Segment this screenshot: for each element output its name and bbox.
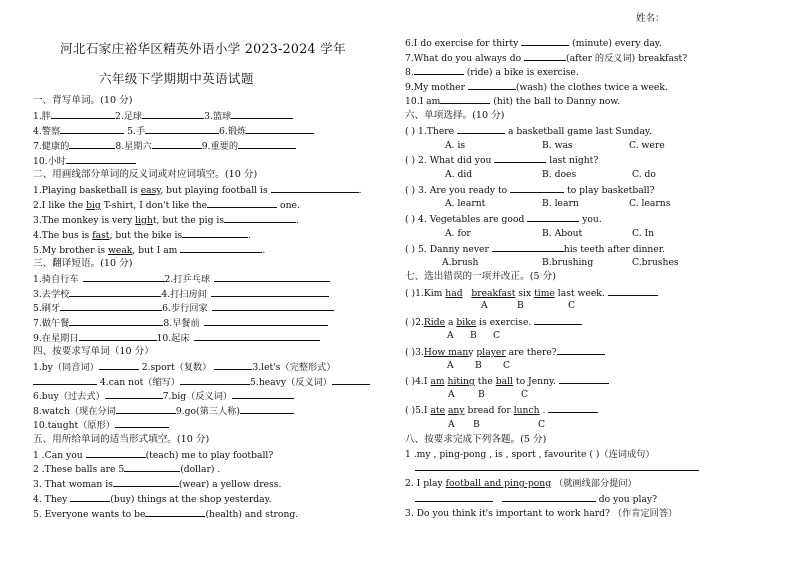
- s7-q4-label-c: C: [521, 389, 529, 400]
- answer-blank[interactable]: [440, 94, 490, 104]
- answer-blank[interactable]: [414, 65, 464, 75]
- s8-q3: 3. Do you think it's important to work hard? （作肯定回答）: [405, 508, 678, 519]
- s2-q1: 1.Playing basketball is easy, but playing football is .: [33, 185, 362, 196]
- answer-blank[interactable]: [69, 287, 161, 297]
- answer-blank[interactable]: [124, 462, 180, 472]
- s7-q4-label-b: B: [478, 389, 485, 400]
- answer-blank[interactable]: [214, 360, 252, 370]
- section-8-title: 八、按要求完成下列各题。(5 分): [405, 434, 547, 445]
- answer-blank[interactable]: [214, 272, 330, 282]
- answer-line[interactable]: [415, 470, 699, 471]
- answer-blank[interactable]: [559, 374, 609, 384]
- answer-blank[interactable]: [232, 389, 294, 399]
- s1-row-1: 1.胖 2.足球 3.篮球: [33, 109, 293, 123]
- s6-q4-stem: ( ) 4. Vegetables are good you.: [405, 214, 602, 225]
- s8-q2-answer: do you play?: [415, 492, 657, 506]
- s6-q4-option-a[interactable]: A. for: [445, 228, 471, 239]
- answer-blank[interactable]: [66, 154, 136, 164]
- answer-blank[interactable]: [152, 139, 202, 149]
- s3-row-5: 9.在星期日 10.起床: [33, 331, 320, 345]
- answer-blank[interactable]: [51, 109, 115, 119]
- answer-blank[interactable]: [238, 139, 296, 149]
- answer-blank[interactable]: [69, 316, 163, 326]
- exam-title-line2: 六年级下学期期中英语试题: [99, 71, 254, 86]
- s5-q9: 9.My mother (wash) the clothes twice a week.: [405, 82, 668, 93]
- answer-blank[interactable]: [116, 404, 176, 414]
- answer-blank[interactable]: [521, 36, 569, 46]
- s4-row-3: 6.buy（过去式） 7.big（反义词）: [33, 389, 294, 403]
- answer-blank[interactable]: [204, 316, 328, 326]
- s7-q1-label-b: B: [517, 300, 524, 311]
- answer-blank[interactable]: [212, 301, 334, 311]
- s3-row-1: 1.骑自行车 2.打乒乓球: [33, 272, 330, 286]
- s4-row-4: 8.watch（现在分词 9.go(第三人称): [33, 404, 294, 418]
- answer-blank[interactable]: [502, 492, 596, 502]
- s1-row-3: 7.健康的 8.星期六 9.重要的: [33, 139, 296, 153]
- s6-q5-option-a[interactable]: A.brush: [442, 257, 479, 268]
- s7-q1: ( )1.Kim had breakfast six time last week.: [405, 286, 658, 300]
- s6-q4-option-b[interactable]: B. About: [542, 228, 583, 239]
- s7-q5-label-a: A: [448, 419, 455, 430]
- answer-blank[interactable]: [60, 124, 124, 134]
- exam-title-line1: 河北石家庄裕华区精英外语小学 2023-2024 学年: [60, 41, 346, 56]
- answer-blank[interactable]: [60, 301, 162, 311]
- answer-blank[interactable]: [494, 153, 546, 163]
- s2-q5: 5.My brother is weak, but I am .: [33, 245, 266, 256]
- s5-q7: 7.What do you always do (after 的反义词) breakfast?: [405, 53, 688, 64]
- section-6-title: 六、单项选择。(10 分): [405, 110, 505, 121]
- s7-q4: ( )4.I am hiting the ball to Jenny.: [405, 374, 609, 388]
- s1-row-2: 4.警察 5.手 6.锻炼: [33, 124, 314, 138]
- s5-q4: 4. They (buy) things at the shop yesterday.: [33, 494, 272, 505]
- s1-row-4: 10.小时: [33, 154, 136, 168]
- s6-q1-option-b[interactable]: B. was: [542, 140, 573, 151]
- s6-q2-option-c[interactable]: C. do: [632, 169, 656, 180]
- answer-blank[interactable]: [182, 228, 248, 238]
- s5-q10: 10.I am (hit) the ball to Danny now.: [405, 96, 621, 107]
- s6-q2-stem: ( ) 2. What did you last night?: [405, 155, 599, 166]
- s4-row-2: 4.can not（缩写） 5.heavy（反义词）: [33, 375, 370, 389]
- answer-blank[interactable]: [557, 345, 605, 355]
- answer-blank[interactable]: [211, 287, 329, 297]
- s6-q5-option-c[interactable]: C.brushes: [632, 257, 679, 268]
- answer-blank[interactable]: [69, 139, 115, 149]
- s7-q2-label-a: A: [447, 330, 454, 341]
- answer-blank[interactable]: [113, 477, 179, 487]
- section-2-title: 二、用画线部分单词的反义词或对应词填空。(10 分): [33, 169, 258, 180]
- s6-q5-stem: ( ) 5. Danny never his teeth after dinner.: [405, 244, 666, 255]
- s3-row-2: 3.去学校 4.打扫房间: [33, 287, 329, 301]
- answer-blank[interactable]: [271, 183, 359, 193]
- answer-blank[interactable]: [207, 198, 277, 208]
- s5-q3: 3. That woman is (wear) a yellow dress.: [33, 479, 282, 490]
- answer-blank[interactable]: [194, 331, 320, 341]
- s6-q1-stem: ( ) 1.There a basketball game last Sunday.: [405, 126, 652, 137]
- s8-q1: 1 .my , ping-pong , is , sport , favourite ( )（连词成句）: [405, 449, 655, 460]
- answer-blank[interactable]: [180, 243, 262, 253]
- answer-blank[interactable]: [145, 124, 219, 134]
- s4-row-1: 1.by（同音词） 2.sport（复数） 3.let's（完整形式）: [33, 362, 336, 373]
- s2-q4: 4.The bus is fast, but the bike is .: [33, 230, 252, 241]
- answer-blank[interactable]: [240, 404, 294, 414]
- section-5-title: 五、用所给单词的适当形式填空。(10 分): [33, 434, 210, 445]
- s7-q3-label-b: B: [475, 360, 482, 371]
- s7-q2-label-b: B: [470, 330, 477, 341]
- s7-q2: ( )2.Ride a bike is exercise.: [405, 315, 582, 329]
- s6-q1-option-c[interactable]: C. were: [629, 140, 665, 151]
- s2-q3: 3.The monkey is very light, but the pig is .: [33, 215, 299, 226]
- s7-q5-label-b: B: [473, 419, 480, 430]
- name-label: 姓名：: [636, 13, 665, 24]
- s6-q5-option-b[interactable]: B.brushing: [542, 257, 594, 268]
- s7-q1-label-a: A: [481, 300, 488, 311]
- answer-blank[interactable]: [415, 492, 493, 502]
- section-1-title: 一、背写单词。(10 分): [33, 95, 133, 106]
- s5-q8: 8. (ride) a bike is exercise.: [405, 67, 579, 78]
- s6-q4-option-c[interactable]: C. In: [632, 228, 655, 239]
- s7-q3: ( )3.How many player are there?: [405, 345, 605, 359]
- answer-blank[interactable]: [468, 80, 516, 90]
- s7-q5: ( )5.I ate any bread for lunch .: [405, 403, 598, 417]
- answer-blank[interactable]: [332, 375, 370, 385]
- answer-blank[interactable]: [142, 109, 204, 119]
- s6-q3-option-b[interactable]: B. learn: [542, 198, 579, 209]
- answer-blank[interactable]: [608, 286, 658, 296]
- s4-row-5: 10.taught（原形）: [33, 418, 169, 432]
- answer-blank[interactable]: [231, 109, 293, 119]
- s7-q3-label-c: C: [503, 360, 511, 371]
- answer-blank[interactable]: [180, 375, 250, 385]
- answer-blank[interactable]: [145, 507, 205, 517]
- s6-q2-option-a[interactable]: A. did: [445, 169, 473, 180]
- s6-q3-stem: ( ) 3. Are you ready to to play basketball?: [405, 185, 655, 196]
- s6-q3-option-c[interactable]: C. learns: [629, 198, 671, 209]
- section-7-title: 七、选出错误的一项并改正。(5 分): [405, 271, 556, 282]
- s7-q2-label-c: C: [493, 330, 501, 341]
- s7-q5-label-c: C: [538, 419, 546, 430]
- s5-q5: 5. Everyone wants to be (health) and strong.: [33, 509, 299, 520]
- answer-blank[interactable]: [79, 331, 157, 341]
- answer-blank[interactable]: [70, 492, 110, 502]
- answer-blank[interactable]: [492, 242, 564, 252]
- s6-q3-option-a[interactable]: A. learnt: [445, 198, 486, 209]
- answer-blank[interactable]: [224, 213, 296, 223]
- answer-blank[interactable]: [83, 272, 165, 282]
- answer-blank[interactable]: [115, 418, 169, 428]
- s6-q2-option-b[interactable]: B. does: [542, 169, 577, 180]
- s7-q1-label-c: C: [568, 300, 576, 311]
- answer-blank[interactable]: [534, 315, 582, 325]
- section-3-title: 三、翻译短语。(10 分): [33, 258, 133, 269]
- answer-blank[interactable]: [548, 403, 598, 413]
- s3-row-4: 7.做午餐 8.早餐前: [33, 316, 328, 330]
- s8-q2: 2. I play football and ping-pong （就画线部分提问）: [405, 478, 637, 489]
- answer-blank[interactable]: [246, 124, 314, 134]
- answer-blank[interactable]: [457, 124, 505, 134]
- answer-blank[interactable]: [86, 448, 146, 458]
- answer-blank[interactable]: [33, 375, 97, 385]
- answer-blank[interactable]: [99, 360, 139, 370]
- answer-blank[interactable]: [527, 212, 579, 222]
- s3-row-3: 5.刷牙 6.步行回家: [33, 301, 334, 315]
- answer-blank[interactable]: [524, 51, 566, 61]
- s5-q1: 1 .Can you (teach) me to play football?: [33, 450, 274, 461]
- s6-q1-option-a[interactable]: A. is: [445, 140, 466, 151]
- s7-q4-label-a: A: [448, 389, 455, 400]
- s7-q3-label-a: A: [447, 360, 454, 371]
- s2-q2: 2.I like the big T-shirt, I don't like the one.: [33, 200, 300, 211]
- s5-q6: 6.I do exercise for thirty (minute) every day.: [405, 38, 662, 49]
- section-4-title: 四、按要求写单词（10 分）: [33, 346, 154, 357]
- answer-blank[interactable]: [510, 183, 564, 193]
- answer-blank[interactable]: [105, 389, 163, 399]
- s5-q2: 2 .These balls are 5 (dollar) .: [33, 464, 221, 475]
